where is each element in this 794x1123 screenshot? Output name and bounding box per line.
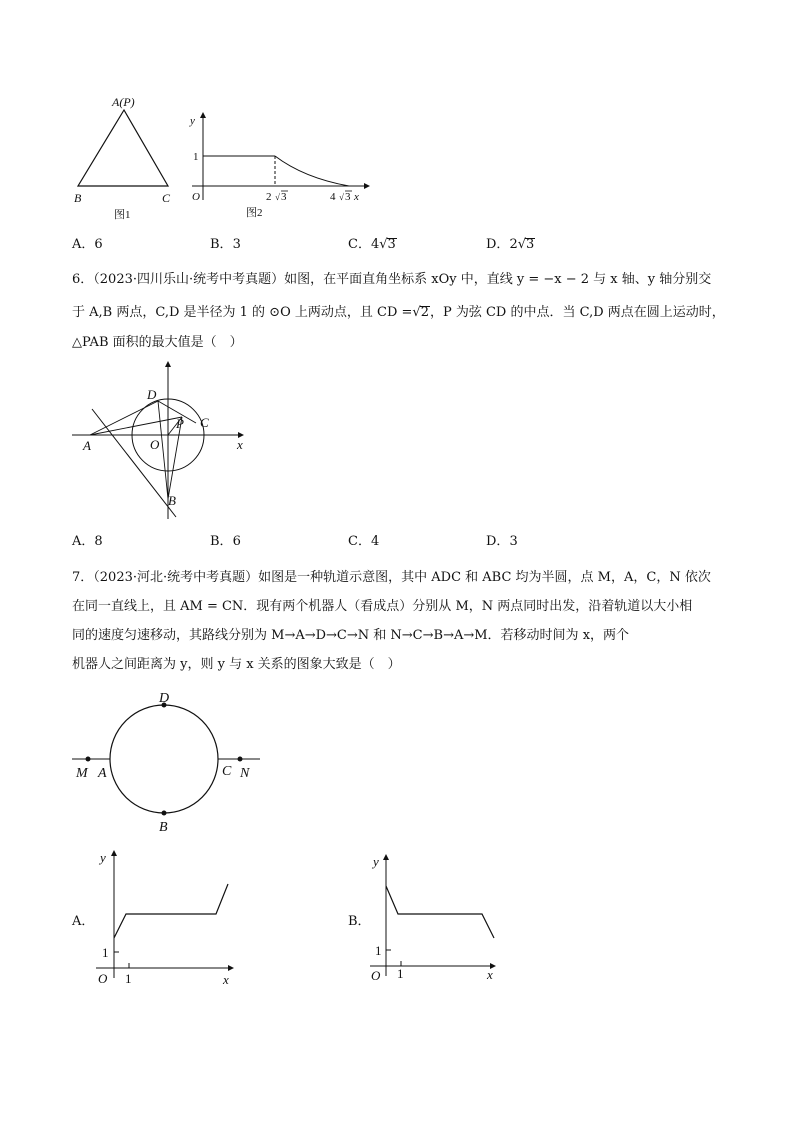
label-y: y — [190, 115, 195, 127]
q6-option-c[interactable] — [348, 530, 379, 549]
q6-option-b[interactable] — [210, 530, 241, 549]
q7-line3: 同的速度匀速移动，其路线分别为 M→A→D→C→N 和 N→C→B→A→M．若移动时间为 x，两个 — [72, 628, 630, 643]
label-c: C — [222, 764, 232, 779]
option-letter: A． — [72, 534, 95, 549]
label-x: x — [237, 437, 243, 452]
y-axis-arrow — [111, 850, 117, 856]
caption-fig2: 图2 — [246, 207, 263, 219]
label-b: B — [168, 493, 176, 508]
q6-option-a[interactable] — [72, 530, 103, 549]
svg-text:2: 2 — [266, 191, 272, 203]
label-x: x — [354, 191, 359, 203]
q6-option-d[interactable] — [486, 530, 518, 549]
y-axis-arrow — [200, 112, 206, 118]
label-origin: O — [371, 968, 381, 983]
option-letter: D． — [486, 237, 510, 252]
graph-curve-tail — [275, 156, 349, 186]
q5-option-d[interactable]: D．2√3 — [486, 237, 535, 252]
q5-option-a[interactable] — [72, 233, 103, 252]
q6-line2-radicand: 2 — [420, 305, 429, 320]
q7-line1: 7．（2023·河北·统考中考真题）如图是一种轨道示意图，其中 ADC 和 ABC 均为半圆，点 M，A，C，N 依次 — [72, 570, 711, 585]
q7-graph-a[interactable] — [92, 848, 242, 988]
svg-text:√: √ — [339, 192, 344, 202]
q6-line2-start: 于 A,B 两点，C,D 是半径为 1 的 ⊙O 上两动点，且 CD = — [72, 305, 413, 320]
label-d: D — [147, 387, 157, 402]
q7-track-figure — [70, 688, 270, 838]
q6-line3: △PAB 面积的最大值是（ ） — [72, 335, 243, 350]
q7-option-a[interactable]: A． — [72, 914, 95, 929]
label-one: 1 — [193, 151, 199, 163]
label-c: C — [200, 415, 209, 430]
track-circle — [110, 705, 218, 813]
label-a: A — [98, 766, 107, 781]
label-c: C — [162, 191, 171, 205]
svg-text:4: 4 — [330, 191, 336, 203]
option-letter: B． — [210, 237, 233, 252]
segment-a-d — [90, 401, 158, 435]
label-y: y — [100, 850, 106, 865]
q5-option-b[interactable] — [210, 233, 241, 252]
graph-line — [386, 886, 494, 938]
label-b: B — [159, 820, 168, 835]
segment-d-b — [158, 401, 168, 499]
y-axis-arrow — [383, 854, 389, 860]
point-b — [162, 811, 167, 816]
label-one-y: 1 — [375, 943, 382, 958]
x-axis-arrow — [364, 183, 370, 189]
option-value: 6 — [232, 534, 241, 549]
q6-figure — [70, 357, 260, 527]
option-value: 6 — [94, 237, 103, 252]
svg-text:√: √ — [275, 192, 280, 202]
option-letter: A． — [72, 237, 95, 252]
caption-fig1: 图1 — [114, 209, 131, 221]
option-coef: 4 — [370, 237, 380, 252]
label-m: M — [76, 766, 88, 781]
q6-line2-end: ，P 为弦 CD 的中点．当 C,D 两点在圆上运动时， — [429, 305, 725, 320]
label-x: x — [223, 972, 229, 987]
q5-option-c[interactable]: C．4√3 — [348, 237, 396, 252]
q5-fig2-graph — [184, 110, 374, 240]
option-letter: C． — [348, 237, 371, 252]
q6-line1: 6．（2023·四川乐山·统考中考真题）如图，在平面直角坐标系 xOy 中，直线 y = −x − 2 与 x 轴、y 轴分别交 — [72, 272, 712, 287]
label-n: N — [240, 766, 250, 781]
option-letter: D． — [486, 534, 510, 549]
point-n — [238, 757, 243, 762]
option-radicand: 3 — [526, 237, 535, 252]
label-o: O — [150, 437, 160, 452]
option-letter: B． — [210, 534, 233, 549]
triangle-abc — [78, 110, 168, 186]
option-coef: 2 — [509, 237, 518, 252]
q7-option-b[interactable]: B． — [348, 914, 371, 929]
point-m — [86, 757, 91, 762]
svg-text:3: 3 — [345, 191, 351, 203]
q6-line2: 于 A,B 两点，C,D 是半径为 1 的 ⊙O 上两动点，且 CD =√2，P 为弦 CD 的中点．当 C,D 两点在圆上运动时， — [72, 305, 725, 320]
label-d: D — [159, 691, 170, 706]
y-axis-arrow — [165, 361, 171, 367]
tick-4sqrt3 — [330, 191, 352, 203]
tick-2sqrt3 — [266, 191, 288, 203]
option-value: 4 — [370, 534, 380, 549]
label-one-x: 1 — [125, 971, 132, 986]
label-apex: A(P) — [112, 95, 135, 109]
x-axis-arrow — [228, 965, 234, 971]
label-a: A — [83, 438, 91, 453]
svg-text:3: 3 — [281, 191, 287, 203]
q7-line4: 机器人之间距离为 y，则 y 与 x 关系的图象大致是（ ） — [72, 657, 401, 672]
q7-graph-b[interactable] — [366, 848, 506, 988]
label-b: B — [74, 191, 82, 205]
option-letter: C． — [348, 534, 371, 549]
option-value: 8 — [94, 534, 103, 549]
label-origin: O — [192, 191, 200, 203]
graph-line — [114, 884, 228, 938]
label-one-x: 1 — [397, 966, 404, 981]
option-value: 3 — [232, 237, 241, 252]
line-ab — [92, 409, 176, 517]
option-value: 3 — [509, 534, 518, 549]
option-radicand: 3 — [387, 237, 396, 252]
q5-fig1-triangle — [64, 92, 184, 222]
label-origin: O — [98, 971, 108, 986]
q7-line2: 在同一直线上，且 AM = CN．现有两个机器人（看成点）分别从 M，N 两点同时出发，沿着轨道以大小相 — [72, 599, 693, 614]
label-p: P — [176, 416, 184, 431]
label-y: y — [373, 854, 379, 869]
label-one-y: 1 — [102, 945, 109, 960]
label-x: x — [487, 967, 493, 982]
